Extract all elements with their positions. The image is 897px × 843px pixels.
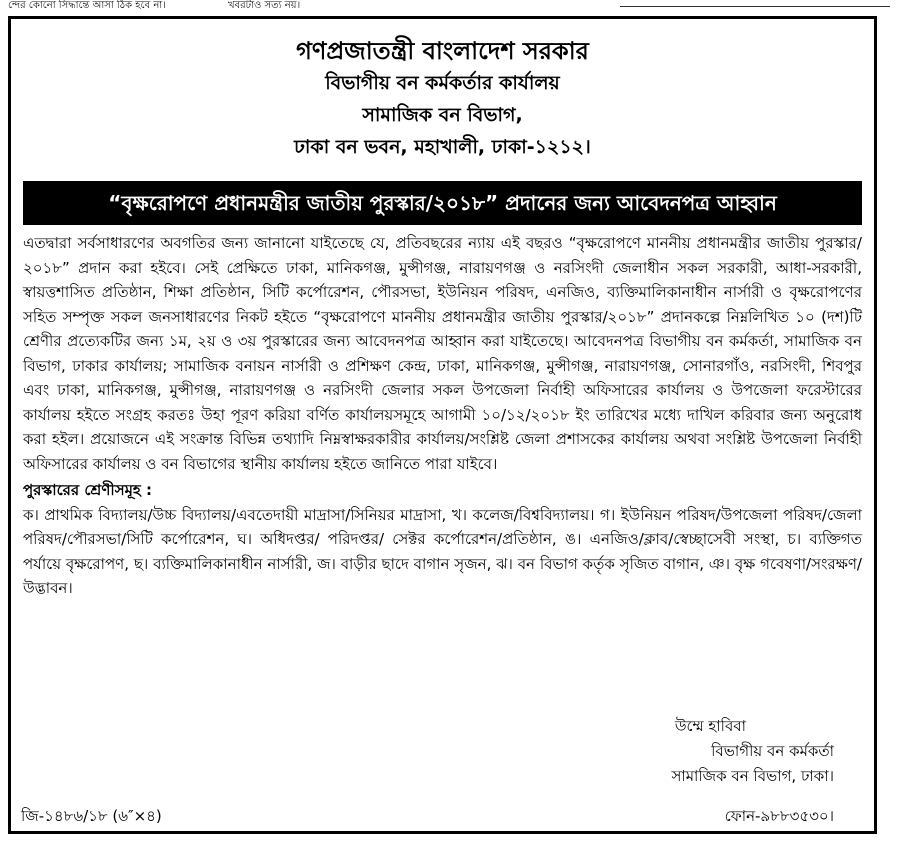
office-address: ঢাকা বন ভবন, মহাখালী, ঢাকা-১২১২।	[294, 136, 591, 158]
department-title: সামাজিক বন বিভাগ,	[362, 104, 523, 126]
signature-block	[671, 714, 834, 789]
banner-title: “বৃক্ষরোপণে প্রধানমন্ত্রীর জাতীয় পুরস্কার/২০১৮” প্রদানের জন্য আবেদনপত্র আহ্বান	[108, 191, 777, 215]
notice-body	[23, 231, 862, 601]
signatory-office: সামাজিক বন বিভাগ, ঢাকা।	[671, 767, 834, 785]
signatory-designation: বিভাগীয় বন কর্মকর্তা	[711, 742, 834, 760]
categories-title: পুরস্কারের শ্রেণীসমূহ :	[23, 481, 153, 499]
office-title: বিভাগীয় বন কর্মকর্তার কার্যালয়	[325, 72, 560, 94]
clipped-top-text-middle: খবরটাও সত্য নয়।	[228, 0, 301, 11]
government-title: গণপ্রজাতন্ত্রী বাংলাদেশ সরকার	[296, 37, 589, 65]
signatory-name: উম্মে হাবিবা	[674, 717, 746, 735]
notice-header	[11, 19, 874, 163]
government-notice	[8, 16, 877, 834]
reference-number: জি-১৪৮৬/১৮ (৬″×৪)	[21, 807, 162, 825]
notice-banner	[23, 181, 862, 225]
phone-number: ফোন-৯৮৮৩৫৩০।	[724, 807, 834, 825]
categories-list: ক। প্রাথমিক বিদ্যালয়/উচ্চ বিদ্যালয়/এবতেদায়ী মাদ্রাসা/সিনিয়র মাদ্রাসা, খ। কলেজ/বিশ্ববিদ্যালয়। গ। ইউনিয়ন পরিষদ/উপজেলা পরিষদ/জেলা পরিষদ/পৌরসভা/সিটি কর্পোরেশন, ঘ। অধিদপ্তর/ পরিদপ্তর/ সেক্টর কর্পোরেশন/প্রতিষ্ঠান, ঙ। এনজিও/ক্লাব/স্বেচ্ছাসেবী সংস্থা, চ। ব্যক্তিগত পর্যায়ে বৃক্ষরোপণ, ছ। ব্যক্তিমালিকানাধীন নার্সারী, জ। বাড়ীর ছাদে বাগান সৃজন, ঝ। বন বিভাগ কর্তৃক সৃজিত বাগান, ঞ। বৃক্ষ গবেষণা/সংরক্ষণ/উদ্ভাবন।	[23, 505, 862, 597]
clipped-top-text-left: ন্দের কোনো সিদ্ধান্তে আসা ঠিক হবে না।	[8, 0, 166, 11]
main-paragraph: এতদ্বারা সর্বসাধারণের অবগতির জন্য জানানো যাইতেছে যে, প্রতিবছরের ন্যায় এই বছরও “বৃক্ষরোপণে মাননীয় প্রধানমন্ত্রীর জাতীয় পুরস্কার/২০১৮” প্রদান করা হইবে। সেই প্রেক্ষিতে ঢাকা, মানিকগঞ্জ, মুন্সীগঞ্জ, নারায়ণগঞ্জ ও নরসিংদী জেলাধীন সকল সরকারী, আধা-সরকারী, স্বায়ত্তশাসিত প্রতিষ্ঠান, শিক্ষা প্রতিষ্ঠান, সিটি কর্পোরেশন, পৌরসভা, ইউনিয়ন পরিষদ, এনজিও, ব্যক্তিমালিকানাধীন নার্সারী ও বৃক্ষরোপণের সহিত সম্পৃক্ত সকল জনসাধারণের নিকট হইতে “বৃক্ষরোপণে মাননীয় প্রধানমন্ত্রীর জাতীয় পুরস্কার/২০১৮” প্রদানকল্পে নিম্নলিখিত ১০ (দশ)টি শ্রেণীর প্রত্যেকটির জন্য ১ম, ২য় ও ৩য় পুরস্কারের জন্য আবেদনপত্র আহ্বান করা যাইতেছে। আবেদনপত্র বিভাগীয় বন কর্মকর্তা, সামাজিক বন বিভাগ, ঢাকার কার্যালয়; সামাজিক বনায়ন নার্সারী ও প্রশিক্ষণ কেন্দ্র, ঢাকা, মানিকগঞ্জ, মুন্সীগঞ্জ, নারায়ণগঞ্জ, সোনারগাঁও, নরসিংদী, শিবপুর এবং ঢাকা, মানিকগঞ্জ, মুন্সীগঞ্জ, নারায়ণগঞ্জ ও নরসিংদী জেলার সকল উপজেলা নির্বাহী অফিসারের কার্যালয় ও উপজেলা ফরেস্টারের কার্যালয় হইতে সংগ্রহ করতঃ উহা পূরণ করিয়া বর্ণিত কার্যালয়সমূহে আগামী ১০/১২/২০১৮ ইং তারিখের মধ্যে দাখিল করিবার জন্য অনুরোধ করা হইল। প্রয়োজনে এই সংক্রান্ত বিভিন্ন তথ্যাদি নিম্নস্বাক্ষরকারীর কার্যালয়/সংশ্লিষ্ট জেলা প্রশাসকের কার্যালয় অথবা সংশ্লিষ্ট উপজেলা নির্বাহী অফিসারের কার্যালয় ও বন বিভাগের স্থানীয় কার্যালয় হইতে জানিতে পারা যাইবে।	[23, 234, 862, 473]
clipped-top-text-right	[620, 0, 890, 7]
